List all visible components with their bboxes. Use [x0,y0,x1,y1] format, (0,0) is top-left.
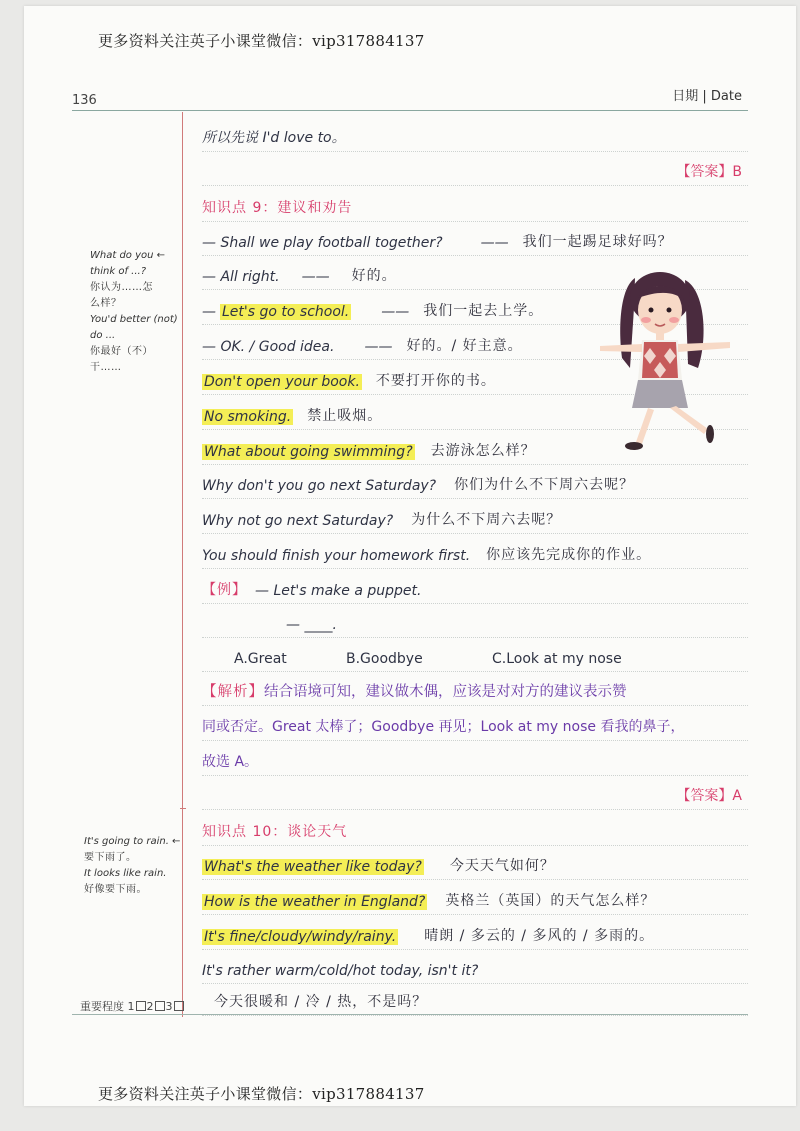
page-number: 136 [72,93,97,108]
side-note-line: 么样？ [90,298,122,309]
side-note-weather [84,834,180,898]
option-c: C.Look at my nose [492,651,622,667]
highlighted-phrase: No smoking. [204,409,292,425]
side-note-line: It looks like rain. [84,868,167,879]
importance-level: 2 [146,1000,154,1013]
analysis-text: 故选 A。 [202,754,259,770]
text-line [202,982,748,1016]
side-note-line: 好像要下雨。 [84,884,147,895]
translation: 今天很暖和 / 冷 / 热，不是吗？ [214,994,428,1010]
highlighted-phrase: How is the weather in England? [204,894,426,910]
text-line [202,846,748,880]
text-line [202,950,748,984]
dialog-zh: 我们一起去上学。 [423,303,544,319]
text-line [202,672,748,706]
side-note-line: think of ...? [90,266,147,277]
dialog-dash: —— [364,339,393,355]
section-heading-9: 知识点 9：建议和劝告 [202,200,353,216]
date-label: 日期 | Date [672,89,742,104]
highlighted-phrase: Don't open your book. [204,374,360,390]
analysis-text: 同或否定。Great 太棒了；Goodbye 再见；Look at my nose 看我的鼻子， [202,719,685,735]
checkbox-icon [174,1001,184,1011]
translation: 去游泳怎么样？ [430,443,536,459]
text-line [202,535,748,569]
dialog-dash: —— [480,235,509,251]
text-line [202,881,748,915]
option-a: A.Great [234,651,287,667]
analysis-text: 结合语境可知，建议做木偶，应该是对对方的建议表示赞 [264,684,627,700]
highlighted-phrase: Let's go to school. [222,304,350,320]
importance-level: 3 [165,1000,173,1013]
highlighted-phrase: What's the weather like today? [204,859,422,875]
example-tag: 【例】 [202,582,247,598]
text-line [202,604,748,638]
margin-line [182,112,183,1017]
side-note-suggestions [90,248,178,376]
translation: 你们为什么不下周六去呢？ [454,477,635,493]
dialog-en: — All right. [202,269,280,285]
dialog-en: — Shall we play football together? [202,235,443,251]
translation: 英格兰（英国）的天气怎么样？ [445,893,656,909]
translation: 为什么不下周六去呢？ [411,512,562,528]
checkbox-icon [155,1001,165,1011]
text-line [202,742,748,776]
translation: 今天天气如何？ [449,858,555,874]
importance-rating [80,998,185,1014]
dialog-dash: —— [301,269,330,285]
importance-level: 1 [127,1000,135,1013]
text-line [202,222,748,256]
example-text: — Let's make a puppet. [255,583,422,599]
highlighted-phrase: It's fine/cloudy/windy/rainy. [204,929,397,945]
option-b: B.Goodbye [346,651,423,667]
sentence-en: It's rather warm/cold/hot today, isn't it? [202,963,479,979]
text-line [202,188,748,222]
text-line [202,152,748,186]
translation: 你应该先完成你的作业。 [486,547,652,563]
side-note-line: 干…… [90,362,122,373]
watermark-bottom: 更多资料关注英子小课堂微信：vip317884137 [98,1085,425,1103]
text-line [202,707,748,741]
dialog-zh: 好的。/ 好主意。 [406,338,523,354]
margin-tick [180,808,186,809]
importance-label: 重要程度 [80,1000,124,1013]
answer-label: 【答案】A [676,788,742,804]
dialog-dash: — [202,304,216,320]
header-rule [72,110,748,111]
translation: 不要打开你的书。 [375,373,496,389]
side-note-line: What do you ← [90,250,166,261]
sentence-en: You should finish your homework first. [202,548,471,564]
translation: 禁止吸烟。 [307,408,383,424]
text-line [202,570,748,604]
analysis-tag: 【解析】 [202,684,264,700]
text-line [202,812,748,846]
text-line [202,776,748,810]
text-line [202,916,748,950]
side-note-line: You'd better (not) [90,314,178,325]
text-line [202,638,748,672]
side-note-line: It's going to rain. ← [84,836,181,847]
section-heading-10: 知识点 10：谈论天气 [202,824,348,840]
example-blank: — ____. [286,617,337,633]
side-note-line: 你最好（不） [90,346,153,357]
text-line [202,118,748,152]
sentence-en: Why don't you go next Saturday? [202,478,437,494]
side-note-line: 你认为……怎 [90,282,153,293]
checkbox-icon [136,1001,146,1011]
dialog-en: — OK. / Good idea. [202,339,335,355]
bottom-rule [72,1014,748,1015]
watermark-top: 更多资料关注英子小课堂微信：vip317884137 [98,32,425,50]
answer-label: 【答案】B [676,164,742,180]
dialog-zh: 好的。 [351,268,397,284]
text-line [202,465,748,499]
side-note-line: 要下雨了。 [84,852,137,863]
text-line [202,500,748,534]
dialog-dash: —— [381,304,410,320]
side-note-line: do ... [90,330,116,341]
girl-illustration [590,268,740,468]
dialog-zh: 我们一起踢足球好吗？ [522,234,673,250]
intro-text: 所以先说 I'd love to。 [202,130,346,146]
translation: 晴朗 / 多云的 / 多风的 / 多雨的。 [424,928,655,944]
highlighted-phrase: What about going swimming? [204,444,413,460]
sentence-en: Why not go next Saturday? [202,513,394,529]
